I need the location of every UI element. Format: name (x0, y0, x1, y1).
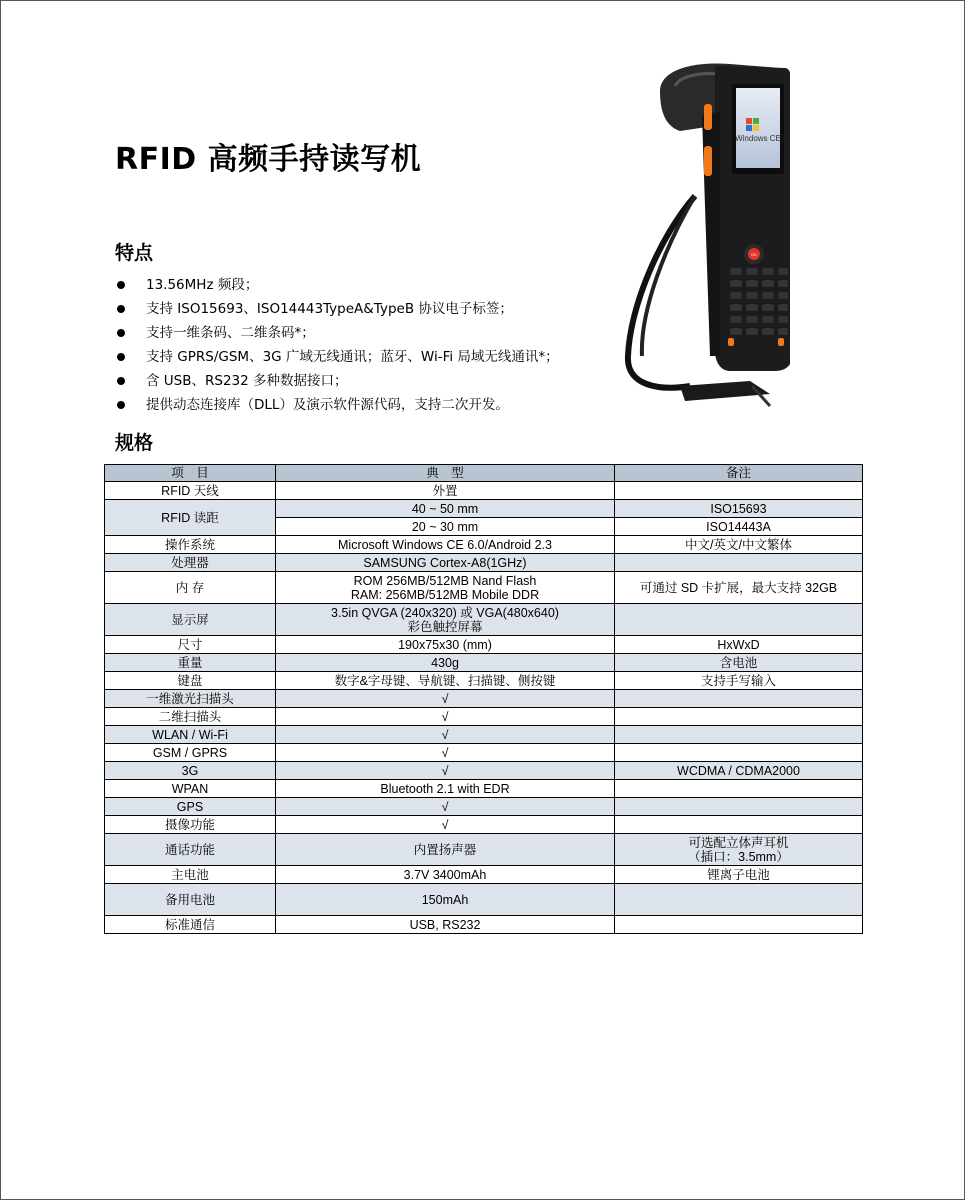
table-row (105, 816, 863, 834)
spec-item: 备用电池 (105, 884, 276, 916)
spec-typical: √ (276, 690, 615, 708)
spec-item: WPAN (105, 780, 276, 798)
spec-item: 键盘 (105, 672, 276, 690)
spec-item: 显示屏 (105, 604, 276, 636)
table-row (105, 636, 863, 654)
spec-typical: √ (276, 744, 615, 762)
spec-note (615, 708, 863, 726)
spec-note (615, 726, 863, 744)
spec-typical: SAMSUNG Cortex-A8(1GHz) (276, 554, 615, 572)
spec-typical: 150mAh (276, 884, 615, 916)
spec-note: 可通过 SD 卡扩展，最大支持 32GB (615, 572, 863, 604)
bullet-icon (117, 401, 125, 409)
spec-item: 3G (105, 762, 276, 780)
spec-typical-line: RAM: 256MB/512MB Mobile DDR (350, 587, 540, 602)
feature-text: 支持 ISO15693、ISO14443TypeA&TypeB 协议电子标签； (146, 301, 513, 317)
table-row (105, 554, 863, 572)
table-row (105, 672, 863, 690)
spec-item: 处理器 (105, 554, 276, 572)
spec-item: 主电池 (105, 866, 276, 884)
feature-item (115, 345, 559, 369)
column-header: 典 型 (276, 465, 615, 482)
spec-typical: √ (276, 798, 615, 816)
spec-note-line: （插口：3.5mm） (688, 849, 789, 864)
spec-typical: 430g (276, 654, 615, 672)
spec-note (615, 798, 863, 816)
spec-note: WCDMA / CDMA2000 (615, 762, 863, 780)
spec-note: ISO15693 (615, 500, 863, 518)
column-header: 备注 (615, 465, 863, 482)
bullet-icon (117, 329, 125, 337)
bullet-icon (117, 377, 125, 385)
feature-item (115, 273, 559, 297)
spec-note: HxWxD (615, 636, 863, 654)
feature-text: 提供动态连接库（DLL）及演示软件源代码，支持二次开发。 (146, 397, 509, 413)
spec-typical: √ (276, 708, 615, 726)
table-row (105, 572, 863, 604)
table-row (105, 834, 863, 866)
page-title: RFID 高频手持读写机 (115, 142, 422, 177)
table-row (105, 482, 863, 500)
spec-note: 支持手写输入 (615, 672, 863, 690)
spec-typical: √ (276, 726, 615, 744)
spec-note: 锂离子电池 (615, 866, 863, 884)
spec-typical: 190x75x30 (mm) (276, 636, 615, 654)
spec-typical (276, 572, 615, 604)
table-row (105, 536, 863, 554)
table-row (105, 916, 863, 934)
bullet-icon (117, 281, 125, 289)
table-row (105, 690, 863, 708)
spec-note-line: 可选配立体声耳机 (688, 835, 789, 850)
table-row (105, 500, 863, 518)
spec-item: 重量 (105, 654, 276, 672)
spec-typical: 内置扬声器 (276, 834, 615, 866)
spec-table (104, 464, 863, 934)
spec-item: GPS (105, 798, 276, 816)
spec-typical: 数字&字母键、导航键、扫描键、侧按键 (276, 672, 615, 690)
spec-typical: 3.7V 3400mAh (276, 866, 615, 884)
spec-typical: Microsoft Windows CE 6.0/Android 2.3 (276, 536, 615, 554)
bullet-icon (117, 305, 125, 313)
spec-note: 中文/英文/中文繁体 (615, 536, 863, 554)
spec-note (615, 834, 863, 866)
feature-text: 支持一维条码、二维条码*； (146, 325, 315, 341)
spec-item: RFID 读距 (105, 500, 276, 536)
feature-text: 13.56MHz 频段； (146, 277, 259, 293)
feature-list (115, 273, 559, 417)
spec-typical: USB, RS232 (276, 916, 615, 934)
spec-note (615, 690, 863, 708)
feature-text: 支持 GPRS/GSM、3G 广域无线通讯；蓝牙、Wi-Fi 局域无线通讯*； (146, 349, 559, 365)
spec-item: 操作系统 (105, 536, 276, 554)
handheld-device-image (620, 56, 790, 408)
specs-heading: 规格 (115, 432, 154, 454)
spec-note (615, 884, 863, 916)
spec-item: 内 存 (105, 572, 276, 604)
spec-note: 含电池 (615, 654, 863, 672)
spec-typical: 20 ~ 30 mm (276, 518, 615, 536)
spec-item: 一维激光扫描头 (105, 690, 276, 708)
feature-item (115, 369, 559, 393)
spec-typical: √ (276, 816, 615, 834)
table-row (105, 762, 863, 780)
table-row (105, 866, 863, 884)
table-row (105, 654, 863, 672)
spec-item: 尺寸 (105, 636, 276, 654)
svg-text:Windows CE: Windows CE (735, 134, 781, 143)
spec-note (615, 916, 863, 934)
feature-item (115, 321, 559, 345)
features-heading: 特点 (115, 242, 154, 264)
spec-typical: 外置 (276, 482, 615, 500)
table-header-row (105, 465, 863, 482)
spec-note (615, 816, 863, 834)
spec-item: GSM / GPRS (105, 744, 276, 762)
table-row (105, 780, 863, 798)
side-key-icon (704, 146, 712, 176)
spec-note (615, 780, 863, 798)
spec-typical: 40 ~ 50 mm (276, 500, 615, 518)
feature-item (115, 393, 559, 417)
spec-item: 标准通信 (105, 916, 276, 934)
feature-text: 含 USB、RS232 多种数据接口； (146, 373, 348, 389)
bullet-icon (117, 353, 125, 361)
table-row (105, 708, 863, 726)
column-header: 项 目 (105, 465, 276, 482)
spec-typical-line: 3.5in QVGA (240x320) 或 VGA(480x640) (331, 605, 559, 620)
spec-typical: Bluetooth 2.1 with EDR (276, 780, 615, 798)
spec-note (615, 482, 863, 500)
spec-item: 摄像功能 (105, 816, 276, 834)
spec-typical-line: 彩色触控屏幕 (407, 619, 483, 634)
spec-item: RFID 天线 (105, 482, 276, 500)
spec-typical (276, 604, 615, 636)
feature-item (115, 297, 559, 321)
spec-typical: √ (276, 762, 615, 780)
spec-note (615, 554, 863, 572)
table-row (105, 744, 863, 762)
spec-note: ISO14443A (615, 518, 863, 536)
svg-text:OK: OK (751, 252, 757, 257)
spec-item: 二维扫描头 (105, 708, 276, 726)
table-row (105, 798, 863, 816)
spec-item: WLAN / Wi-Fi (105, 726, 276, 744)
side-key-icon (704, 104, 712, 130)
table-row (105, 726, 863, 744)
spec-typical-line: ROM 256MB/512MB Nand Flash (353, 573, 537, 588)
spec-item: 通话功能 (105, 834, 276, 866)
spec-note (615, 604, 863, 636)
spec-note (615, 744, 863, 762)
table-row (105, 604, 863, 636)
table-row (105, 884, 863, 916)
